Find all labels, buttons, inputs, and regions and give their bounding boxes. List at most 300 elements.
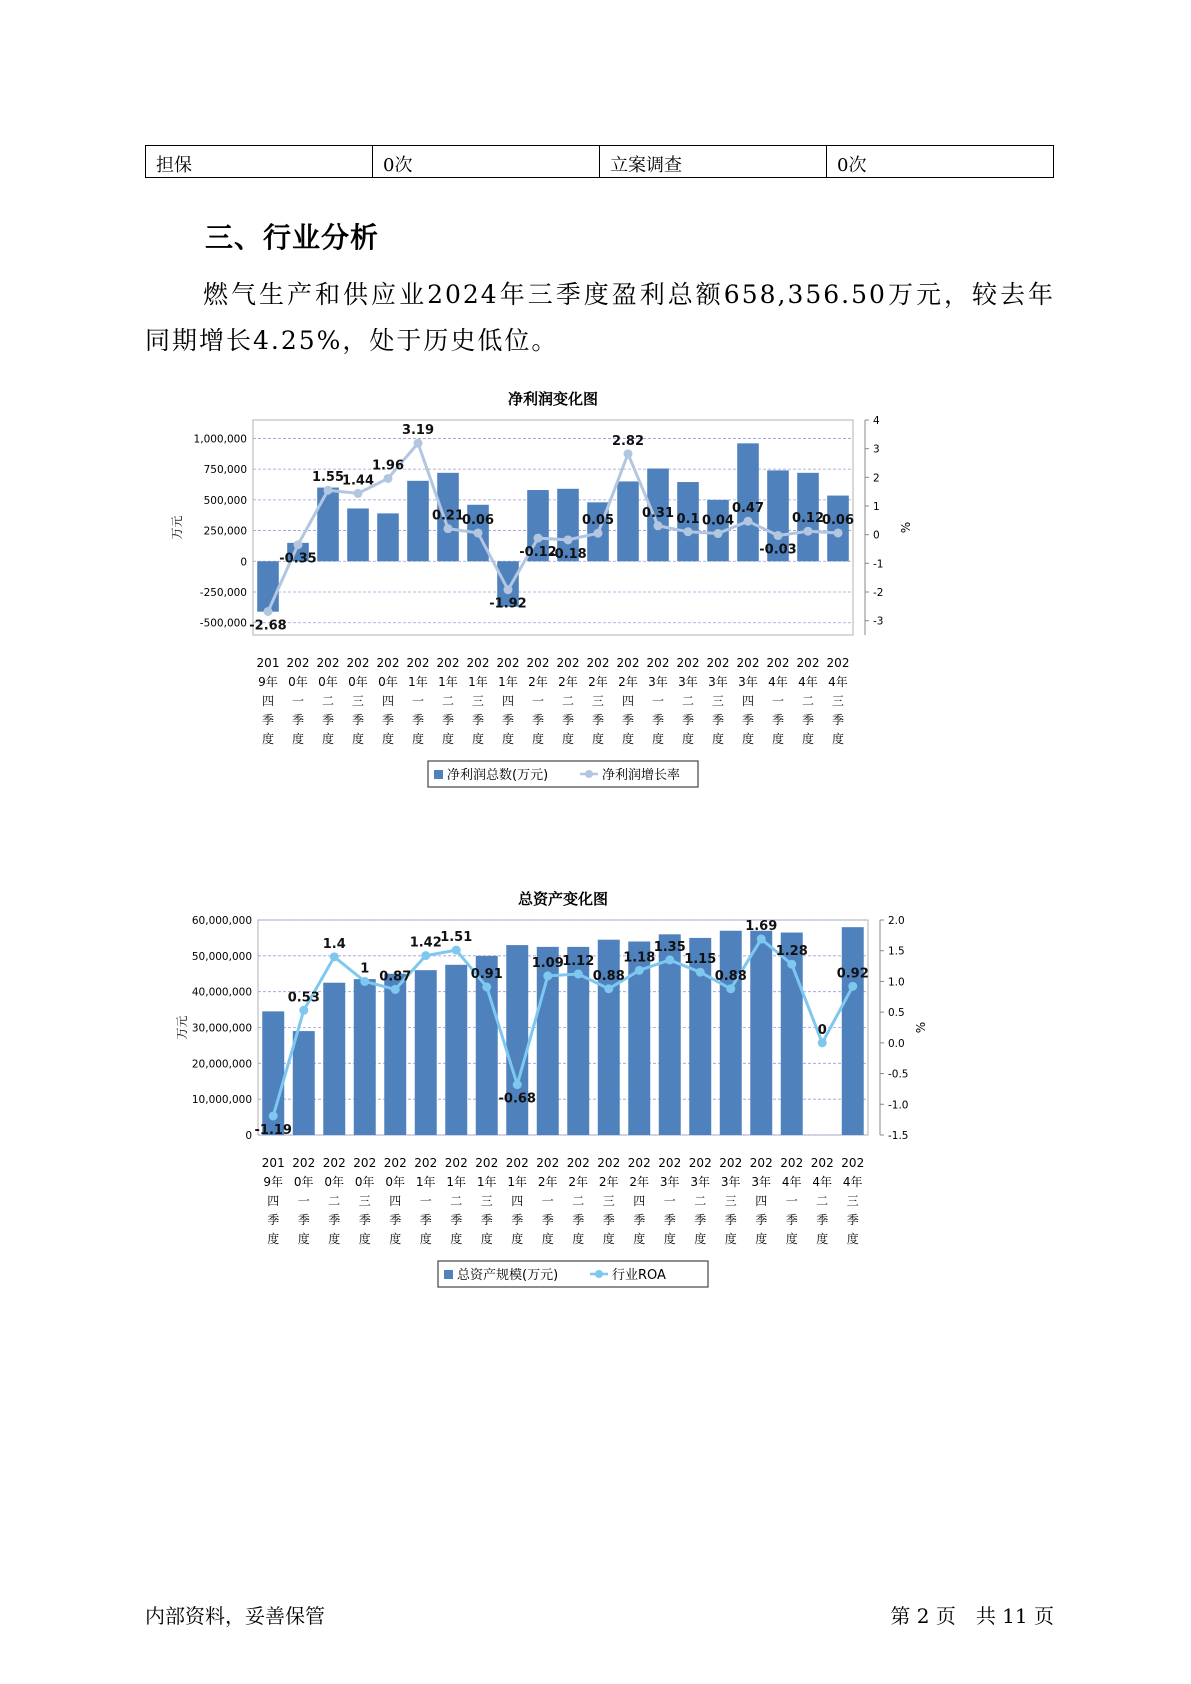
y2-tick-label: 4	[873, 415, 880, 427]
x-tick-label: 1年	[446, 1175, 467, 1189]
x-tick-label: 3年	[738, 675, 758, 689]
chart-title: 总资产变化图	[517, 890, 609, 908]
x-tick-label: 三	[711, 694, 725, 708]
bar	[347, 508, 369, 561]
line-point	[774, 531, 783, 540]
line-point	[414, 439, 423, 448]
x-tick-label: 202	[414, 1156, 438, 1170]
data-label: 1.35	[653, 939, 686, 955]
y-tick-label: 500,000	[203, 494, 247, 507]
x-tick-label: 3年	[720, 1175, 741, 1189]
y2-tick-label: -2	[873, 587, 884, 599]
net-profit-chart	[170, 390, 970, 850]
x-tick-label: 季	[389, 1213, 402, 1227]
x-tick-label: 202	[810, 1156, 834, 1170]
table-cell: 0次	[827, 146, 1054, 178]
x-tick-label: 202	[556, 656, 580, 670]
body-paragraph: 燃气生产和供应业2024年三季度盈利总额658,356.50万元，较去年同期增长4.25%，处于历史低位。	[145, 280, 1055, 355]
net-profit-chart-svg	[170, 390, 970, 850]
x-tick-label: 3年	[751, 1175, 772, 1189]
bar	[293, 1031, 315, 1135]
data-label: 1.28	[775, 944, 808, 960]
x-tick-label: 季	[741, 713, 755, 727]
x-tick-label: 度	[801, 732, 815, 746]
y-tick-label: 50,000,000	[191, 950, 252, 963]
x-tick-label: 4年	[842, 1175, 863, 1189]
x-tick-label: 3年	[690, 1175, 711, 1189]
x-tick-label: 202	[383, 1156, 407, 1170]
bar	[827, 496, 849, 562]
y2-tick-label: 0.5	[888, 1007, 905, 1020]
line-point	[269, 1111, 278, 1120]
x-tick-label: 度	[501, 732, 515, 746]
line-point	[504, 585, 513, 594]
x-tick-label: 3年	[708, 675, 728, 689]
line-point	[360, 977, 369, 986]
x-tick-label: 度	[297, 1232, 310, 1246]
data-label: -0.12	[519, 545, 557, 561]
line-point	[391, 985, 400, 994]
x-tick-label: 202	[444, 1156, 468, 1170]
page-number: 第 2 页 共 11 页	[890, 1604, 1054, 1628]
line-point	[604, 984, 613, 993]
x-tick-label: 3年	[678, 675, 698, 689]
x-tick-label: 季	[572, 1213, 585, 1227]
bar	[445, 965, 467, 1135]
x-tick-label: 度	[381, 732, 395, 746]
x-tick-label: 2年	[528, 675, 548, 689]
data-label: 0.1	[676, 511, 700, 527]
total-assets-chart-svg	[170, 890, 970, 1350]
x-tick-label: 季	[480, 1213, 493, 1227]
table-cell: 担保	[146, 146, 373, 178]
y-tick-label: 40,000,000	[191, 986, 252, 999]
x-tick-label: 度	[389, 1232, 402, 1246]
x-tick-label: 二	[801, 694, 815, 708]
data-label: 0.92	[836, 966, 869, 982]
y2-tick-label: -1.0	[888, 1099, 909, 1112]
legend-label: 行业ROA	[612, 1268, 666, 1283]
data-label: 0.88	[592, 968, 625, 984]
line-point	[482, 982, 491, 991]
x-tick-label: 四	[633, 1194, 646, 1208]
x-tick-label: 202	[316, 656, 340, 670]
x-tick-label: 一	[663, 1194, 676, 1208]
x-tick-label: 度	[816, 1232, 829, 1246]
line-point	[474, 528, 483, 537]
bar	[384, 974, 406, 1135]
x-tick-label: 202	[466, 656, 490, 670]
x-tick-label: 0年	[318, 675, 338, 689]
data-label: 1.44	[341, 473, 375, 489]
x-tick-label: 季	[724, 1213, 737, 1227]
section-heading: 三、行业分析	[205, 221, 380, 254]
data-label: -1.19	[254, 1122, 292, 1138]
line-point	[757, 935, 766, 944]
x-tick-label: 201	[261, 1156, 285, 1170]
x-tick-label: 202	[346, 656, 370, 670]
y2-tick-label: -0.5	[888, 1068, 909, 1081]
y-tick-label: 250,000	[203, 525, 247, 538]
x-tick-label: 度	[771, 732, 785, 746]
x-tick-label: 度	[681, 732, 695, 746]
y2-tick-label: -1	[873, 558, 884, 571]
line-point	[654, 521, 663, 530]
x-tick-label: 4年	[781, 1175, 802, 1189]
x-tick-label: 季	[846, 1213, 859, 1227]
x-tick-label: 二	[561, 694, 575, 708]
x-tick-label: 度	[511, 1232, 524, 1246]
data-label: 0.12	[791, 511, 825, 527]
bar	[407, 481, 429, 561]
y2-tick-label: -3	[873, 615, 884, 628]
x-tick-label: 二	[681, 694, 695, 708]
x-tick-label: 202	[658, 1156, 682, 1170]
x-tick-label: 1年	[438, 675, 458, 689]
y2-tick-label: 1.5	[888, 945, 905, 958]
bar	[354, 979, 376, 1135]
line-point	[818, 1038, 827, 1047]
x-tick-label: 季	[633, 1213, 646, 1227]
x-tick-label: 2年	[537, 1175, 558, 1189]
x-tick-label: 一	[297, 1194, 310, 1208]
bar	[317, 488, 339, 562]
x-tick-label: 三	[846, 1194, 859, 1208]
y2-tick-label: 0	[873, 529, 880, 542]
x-tick-label: 202	[586, 656, 610, 670]
data-label: 0.47	[731, 501, 765, 517]
line-point	[564, 535, 573, 544]
x-tick-label: 1年	[415, 1175, 436, 1189]
x-tick-label: 202	[475, 1156, 499, 1170]
x-tick-label: 度	[561, 732, 575, 746]
x-tick-label: 度	[419, 1232, 432, 1246]
x-tick-label: 四	[511, 1194, 524, 1208]
x-tick-label: 季	[831, 713, 845, 727]
data-label: 0.31	[641, 505, 675, 521]
x-tick-label: 度	[411, 732, 425, 746]
line-point	[354, 489, 363, 498]
x-tick-label: 季	[681, 713, 695, 727]
x-tick-label: 四	[501, 694, 515, 708]
x-tick-label: 0年	[354, 1175, 375, 1189]
x-tick-label: 度	[291, 732, 305, 746]
y-tick-label: 0	[245, 1130, 252, 1142]
legend-swatch-bar	[434, 770, 443, 779]
legend-label: 净利润总数(万元)	[447, 768, 549, 783]
x-tick-label: 季	[261, 713, 275, 727]
x-tick-label: 季	[602, 1213, 615, 1227]
x-tick-label: 季	[816, 1213, 829, 1227]
x-tick-label: 一	[531, 694, 545, 708]
line-point	[787, 960, 796, 969]
x-tick-label: 一	[771, 694, 785, 708]
data-label: -0.03	[759, 542, 797, 558]
x-tick-label: 一	[411, 694, 425, 708]
bar	[617, 481, 639, 561]
x-tick-label: 季	[419, 1213, 432, 1227]
x-tick-label: 202	[627, 1156, 651, 1170]
bar	[323, 983, 345, 1135]
data-label: 0.05	[581, 513, 615, 529]
x-tick-label: 202	[719, 1156, 743, 1170]
data-label: 0	[817, 1022, 827, 1038]
x-tick-label: 四	[381, 694, 395, 708]
y2-tick-label: 1.0	[888, 976, 905, 989]
data-label: -2.68	[249, 618, 287, 634]
line-point	[574, 970, 583, 979]
data-label: 3.19	[401, 423, 435, 439]
x-tick-label: 季	[561, 713, 575, 727]
x-tick-label: 三	[358, 1194, 371, 1208]
info-table	[145, 145, 1054, 178]
x-tick-label: 季	[471, 713, 485, 727]
x-tick-label: 度	[621, 732, 635, 746]
line-point	[804, 527, 813, 536]
data-label: 0.53	[287, 990, 320, 1006]
legend-swatch-bar	[444, 1270, 453, 1279]
table-row	[146, 146, 1054, 178]
total-assets-chart	[170, 890, 970, 1350]
x-tick-label: 202	[566, 1156, 590, 1170]
x-tick-label: 季	[541, 1213, 554, 1227]
x-tick-label: 度	[785, 1232, 798, 1246]
x-tick-label: 202	[376, 656, 400, 670]
y-tick-label: 1,000,000	[193, 433, 247, 446]
x-tick-label: 二	[441, 694, 455, 708]
line-point	[635, 966, 644, 975]
x-tick-label: 度	[541, 1232, 554, 1246]
x-tick-label: 一	[419, 1194, 432, 1208]
data-label: 1.69	[745, 919, 778, 935]
data-label: 1.55	[311, 470, 345, 486]
x-tick-label: 202	[322, 1156, 346, 1170]
x-tick-label: 度	[351, 732, 365, 746]
x-tick-label: 202	[749, 1156, 773, 1170]
x-tick-label: 季	[663, 1213, 676, 1227]
x-tick-label: 4年	[798, 675, 818, 689]
x-tick-label: 度	[441, 732, 455, 746]
x-tick-label: 季	[450, 1213, 463, 1227]
data-label: -0.35	[279, 551, 317, 567]
line-point	[696, 968, 705, 977]
x-tick-label: 季	[441, 713, 455, 727]
line-point	[543, 971, 552, 980]
x-tick-label: 1年	[476, 1175, 497, 1189]
x-tick-label: 4年	[768, 675, 788, 689]
x-tick-label: 0年	[385, 1175, 406, 1189]
y-tick-label: 750,000	[203, 464, 247, 477]
y-tick-label: 20,000,000	[191, 1058, 252, 1071]
x-tick-label: 9年	[258, 675, 278, 689]
x-tick-label: 1年	[507, 1175, 528, 1189]
x-tick-label: 度	[602, 1232, 615, 1246]
y-tick-label: 0	[240, 556, 247, 569]
x-tick-label: 季	[321, 713, 335, 727]
legend-label: 总资产规模(万元)	[457, 1268, 559, 1283]
y2-axis-title: %	[914, 1021, 928, 1034]
x-tick-label: 3年	[648, 675, 668, 689]
y-tick-label: 60,000,000	[191, 915, 252, 927]
x-tick-label: 四	[267, 1194, 280, 1208]
x-tick-label: 季	[755, 1213, 768, 1227]
chart-title: 净利润变化图	[507, 390, 599, 408]
y2-tick-label: 2.0	[888, 915, 905, 927]
x-tick-label: 度	[450, 1232, 463, 1246]
x-tick-label: 202	[496, 656, 520, 670]
x-tick-label: 度	[741, 732, 755, 746]
y2-tick-label: 3	[873, 443, 880, 456]
line-point	[384, 474, 393, 483]
data-label: 1.51	[440, 930, 473, 946]
x-tick-label: 202	[780, 1156, 804, 1170]
x-tick-label: 202	[436, 656, 460, 670]
x-tick-label: 二	[572, 1194, 585, 1208]
x-tick-label: 2年	[598, 1175, 619, 1189]
x-tick-label: 2年	[568, 1175, 589, 1189]
x-tick-label: 202	[706, 656, 730, 670]
x-tick-label: 季	[291, 713, 305, 727]
data-label: 0.06	[461, 512, 495, 528]
line-point	[684, 527, 693, 536]
data-label: 0.06	[821, 512, 855, 528]
data-label: 0.91	[470, 966, 503, 982]
x-tick-label: 二	[816, 1194, 829, 1208]
bar	[415, 970, 437, 1135]
x-tick-label: 度	[663, 1232, 676, 1246]
x-tick-label: 度	[531, 732, 545, 746]
x-tick-label: 季	[591, 713, 605, 727]
bar	[842, 927, 864, 1135]
x-tick-label: 三	[591, 694, 605, 708]
line-point	[624, 449, 633, 458]
x-tick-label: 202	[766, 656, 790, 670]
line-point	[834, 528, 843, 537]
x-tick-label: 四	[755, 1194, 768, 1208]
data-label: 0.04	[701, 513, 735, 529]
table-cell: 0次	[373, 146, 600, 178]
data-label: 1.96	[371, 458, 405, 474]
x-tick-label: 季	[381, 713, 395, 727]
line-point	[513, 1080, 522, 1089]
x-tick-label: 季	[621, 713, 635, 727]
x-tick-label: 202	[796, 656, 820, 670]
x-tick-label: 季	[267, 1213, 280, 1227]
x-tick-label: 季	[531, 713, 545, 727]
x-tick-label: 四	[389, 1194, 402, 1208]
x-tick-label: 度	[480, 1232, 493, 1246]
x-tick-label: 度	[572, 1232, 585, 1246]
legend-label: 净利润增长率	[602, 768, 681, 783]
line-point	[452, 946, 461, 955]
x-tick-label: 202	[597, 1156, 621, 1170]
x-tick-label: 2年	[588, 675, 608, 689]
line-point	[299, 1006, 308, 1015]
x-tick-label: 1年	[498, 675, 518, 689]
x-tick-label: 三	[480, 1194, 493, 1208]
x-tick-label: 度	[846, 1232, 859, 1246]
legend-swatch-point	[595, 1270, 603, 1278]
x-tick-label: 度	[694, 1232, 707, 1246]
x-tick-label: 一	[291, 694, 305, 708]
data-label: -1.92	[489, 596, 527, 612]
x-tick-label: 三	[351, 694, 365, 708]
x-tick-label: 三	[724, 1194, 737, 1208]
x-tick-label: 1年	[408, 675, 428, 689]
y2-tick-label: 1	[873, 501, 880, 513]
x-tick-label: 0年	[324, 1175, 345, 1189]
line-point	[264, 607, 273, 616]
x-tick-label: 202	[616, 656, 640, 670]
line-point	[726, 984, 735, 993]
bar	[750, 931, 772, 1135]
x-tick-label: 2年	[629, 1175, 650, 1189]
x-tick-label: 度	[267, 1232, 280, 1246]
bar	[720, 931, 742, 1135]
legend-swatch-point	[585, 770, 593, 778]
x-tick-label: 0年	[378, 675, 398, 689]
line-point	[444, 524, 453, 533]
x-tick-label: 202	[526, 656, 550, 670]
x-tick-label: 季	[711, 713, 725, 727]
data-label: -0.18	[549, 546, 587, 562]
x-tick-label: 9年	[263, 1175, 284, 1189]
x-tick-label: 一	[785, 1194, 798, 1208]
x-tick-label: 季	[785, 1213, 798, 1227]
data-label: 0.88	[714, 968, 747, 984]
x-tick-label: 4年	[812, 1175, 833, 1189]
x-tick-label: 度	[358, 1232, 371, 1246]
line-point	[534, 534, 543, 543]
bar	[689, 938, 711, 1135]
x-tick-label: 季	[511, 1213, 524, 1227]
x-tick-label: 季	[651, 713, 665, 727]
x-tick-label: 季	[771, 713, 785, 727]
x-tick-label: 四	[741, 694, 755, 708]
data-label: 1.09	[531, 955, 564, 971]
y-axis-title: 万元	[170, 515, 184, 540]
x-tick-label: 四	[621, 694, 635, 708]
x-tick-label: 202	[536, 1156, 560, 1170]
x-tick-label: 季	[694, 1213, 707, 1227]
x-tick-label: 二	[321, 694, 335, 708]
line-point	[714, 529, 723, 538]
x-tick-label: 度	[591, 732, 605, 746]
x-tick-label: 202	[286, 656, 310, 670]
x-tick-label: 度	[471, 732, 485, 746]
x-tick-label: 202	[826, 656, 850, 670]
x-tick-label: 三	[471, 694, 485, 708]
x-tick-label: 201	[256, 656, 280, 670]
data-label: 0.21	[431, 508, 465, 524]
x-tick-label: 度	[711, 732, 725, 746]
x-tick-label: 一	[541, 1194, 554, 1208]
y2-tick-label: -1.5	[888, 1130, 909, 1142]
footer-note: 内部资料，妥善保管	[145, 1604, 325, 1628]
line-point	[594, 529, 603, 538]
x-tick-label: 季	[328, 1213, 341, 1227]
bar	[377, 513, 399, 561]
bar	[257, 561, 279, 611]
x-tick-label: 202	[406, 656, 430, 670]
x-tick-label: 度	[755, 1232, 768, 1246]
x-tick-label: 2年	[558, 675, 578, 689]
data-label: 1.15	[684, 952, 717, 968]
table-cell: 立案调查	[600, 146, 827, 178]
x-tick-label: 202	[676, 656, 700, 670]
x-tick-label: 四	[261, 694, 275, 708]
x-tick-label: 度	[328, 1232, 341, 1246]
